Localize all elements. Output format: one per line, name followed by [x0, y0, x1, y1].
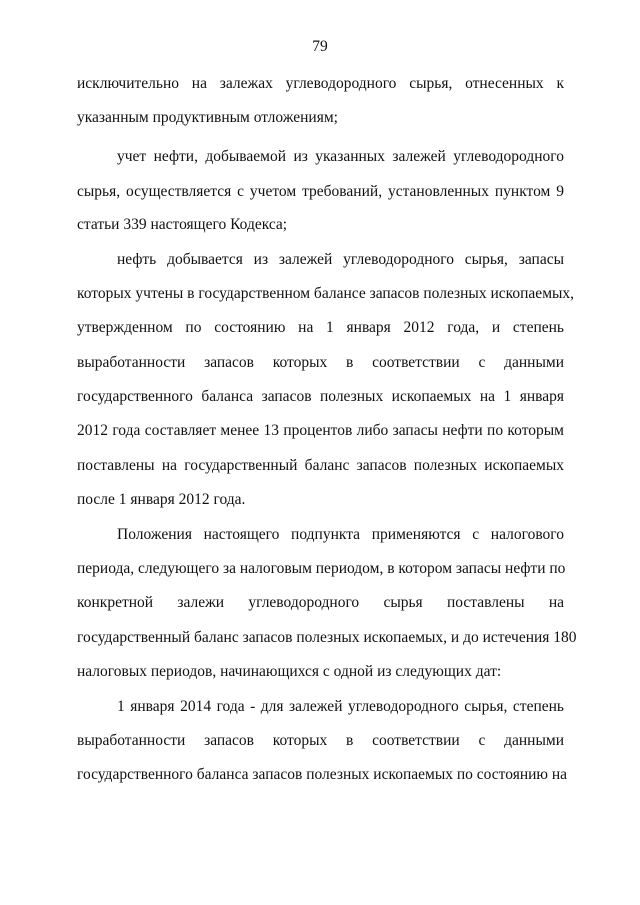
text-line: 1 января 2014 года - для залежей углеводородного сырья, степень — [117, 698, 564, 715]
text-line: утвержденном по состоянию на 1 января 2012 года, и степень — [77, 319, 564, 336]
text-line: учет нефти, добываемой из указанных залежей углеводородного — [117, 148, 564, 165]
text-line: государственный баланс запасов полезных ископаемых, и до истечения 180 — [77, 629, 577, 646]
text-line: поставлены на государственный баланс запасов полезных ископаемых — [77, 457, 564, 474]
text-line: выработанности запасов которых в соответствии с данными — [77, 732, 564, 749]
text-line: государственного баланса запасов полезных ископаемых на 1 января — [77, 388, 564, 405]
text-line: исключительно на залежах углеводородного сырья, отнесенных к — [77, 75, 564, 92]
text-line: после 1 января 2012 года. — [77, 491, 246, 508]
text-line: Положения настоящего подпункта применяются с налогового — [117, 526, 564, 543]
text-line: государственного баланса запасов полезных ископаемых по состоянию на — [77, 766, 568, 783]
text-line: периода, следующего за налоговым периодом, в котором запасы нефти по — [77, 560, 566, 577]
text-line: выработанности запасов которых в соответствии с данными — [77, 354, 564, 371]
text-line: статьи 339 настоящего Кодекса; — [77, 216, 288, 233]
text-line: указанным продуктивным отложениям; — [77, 109, 338, 126]
text-line: 2012 года составляет менее 13 процентов либо запасы нефти по которым — [77, 422, 564, 439]
text-line: которых учтены в государственном балансе запасов полезных ископаемых, — [77, 285, 575, 302]
text-line: конкретной залежи углеводородного сырья поставлены на — [77, 594, 564, 611]
text-line: налоговых периодов, начинающихся с одной из следующих дат: — [77, 663, 502, 680]
text-line: нефть добывается из залежей углеводородного сырья, запасы — [117, 251, 564, 268]
text-line: сырья, осуществляется с учетом требований, установленных пунктом 9 — [77, 183, 564, 200]
page-number: 79 — [312, 38, 328, 55]
